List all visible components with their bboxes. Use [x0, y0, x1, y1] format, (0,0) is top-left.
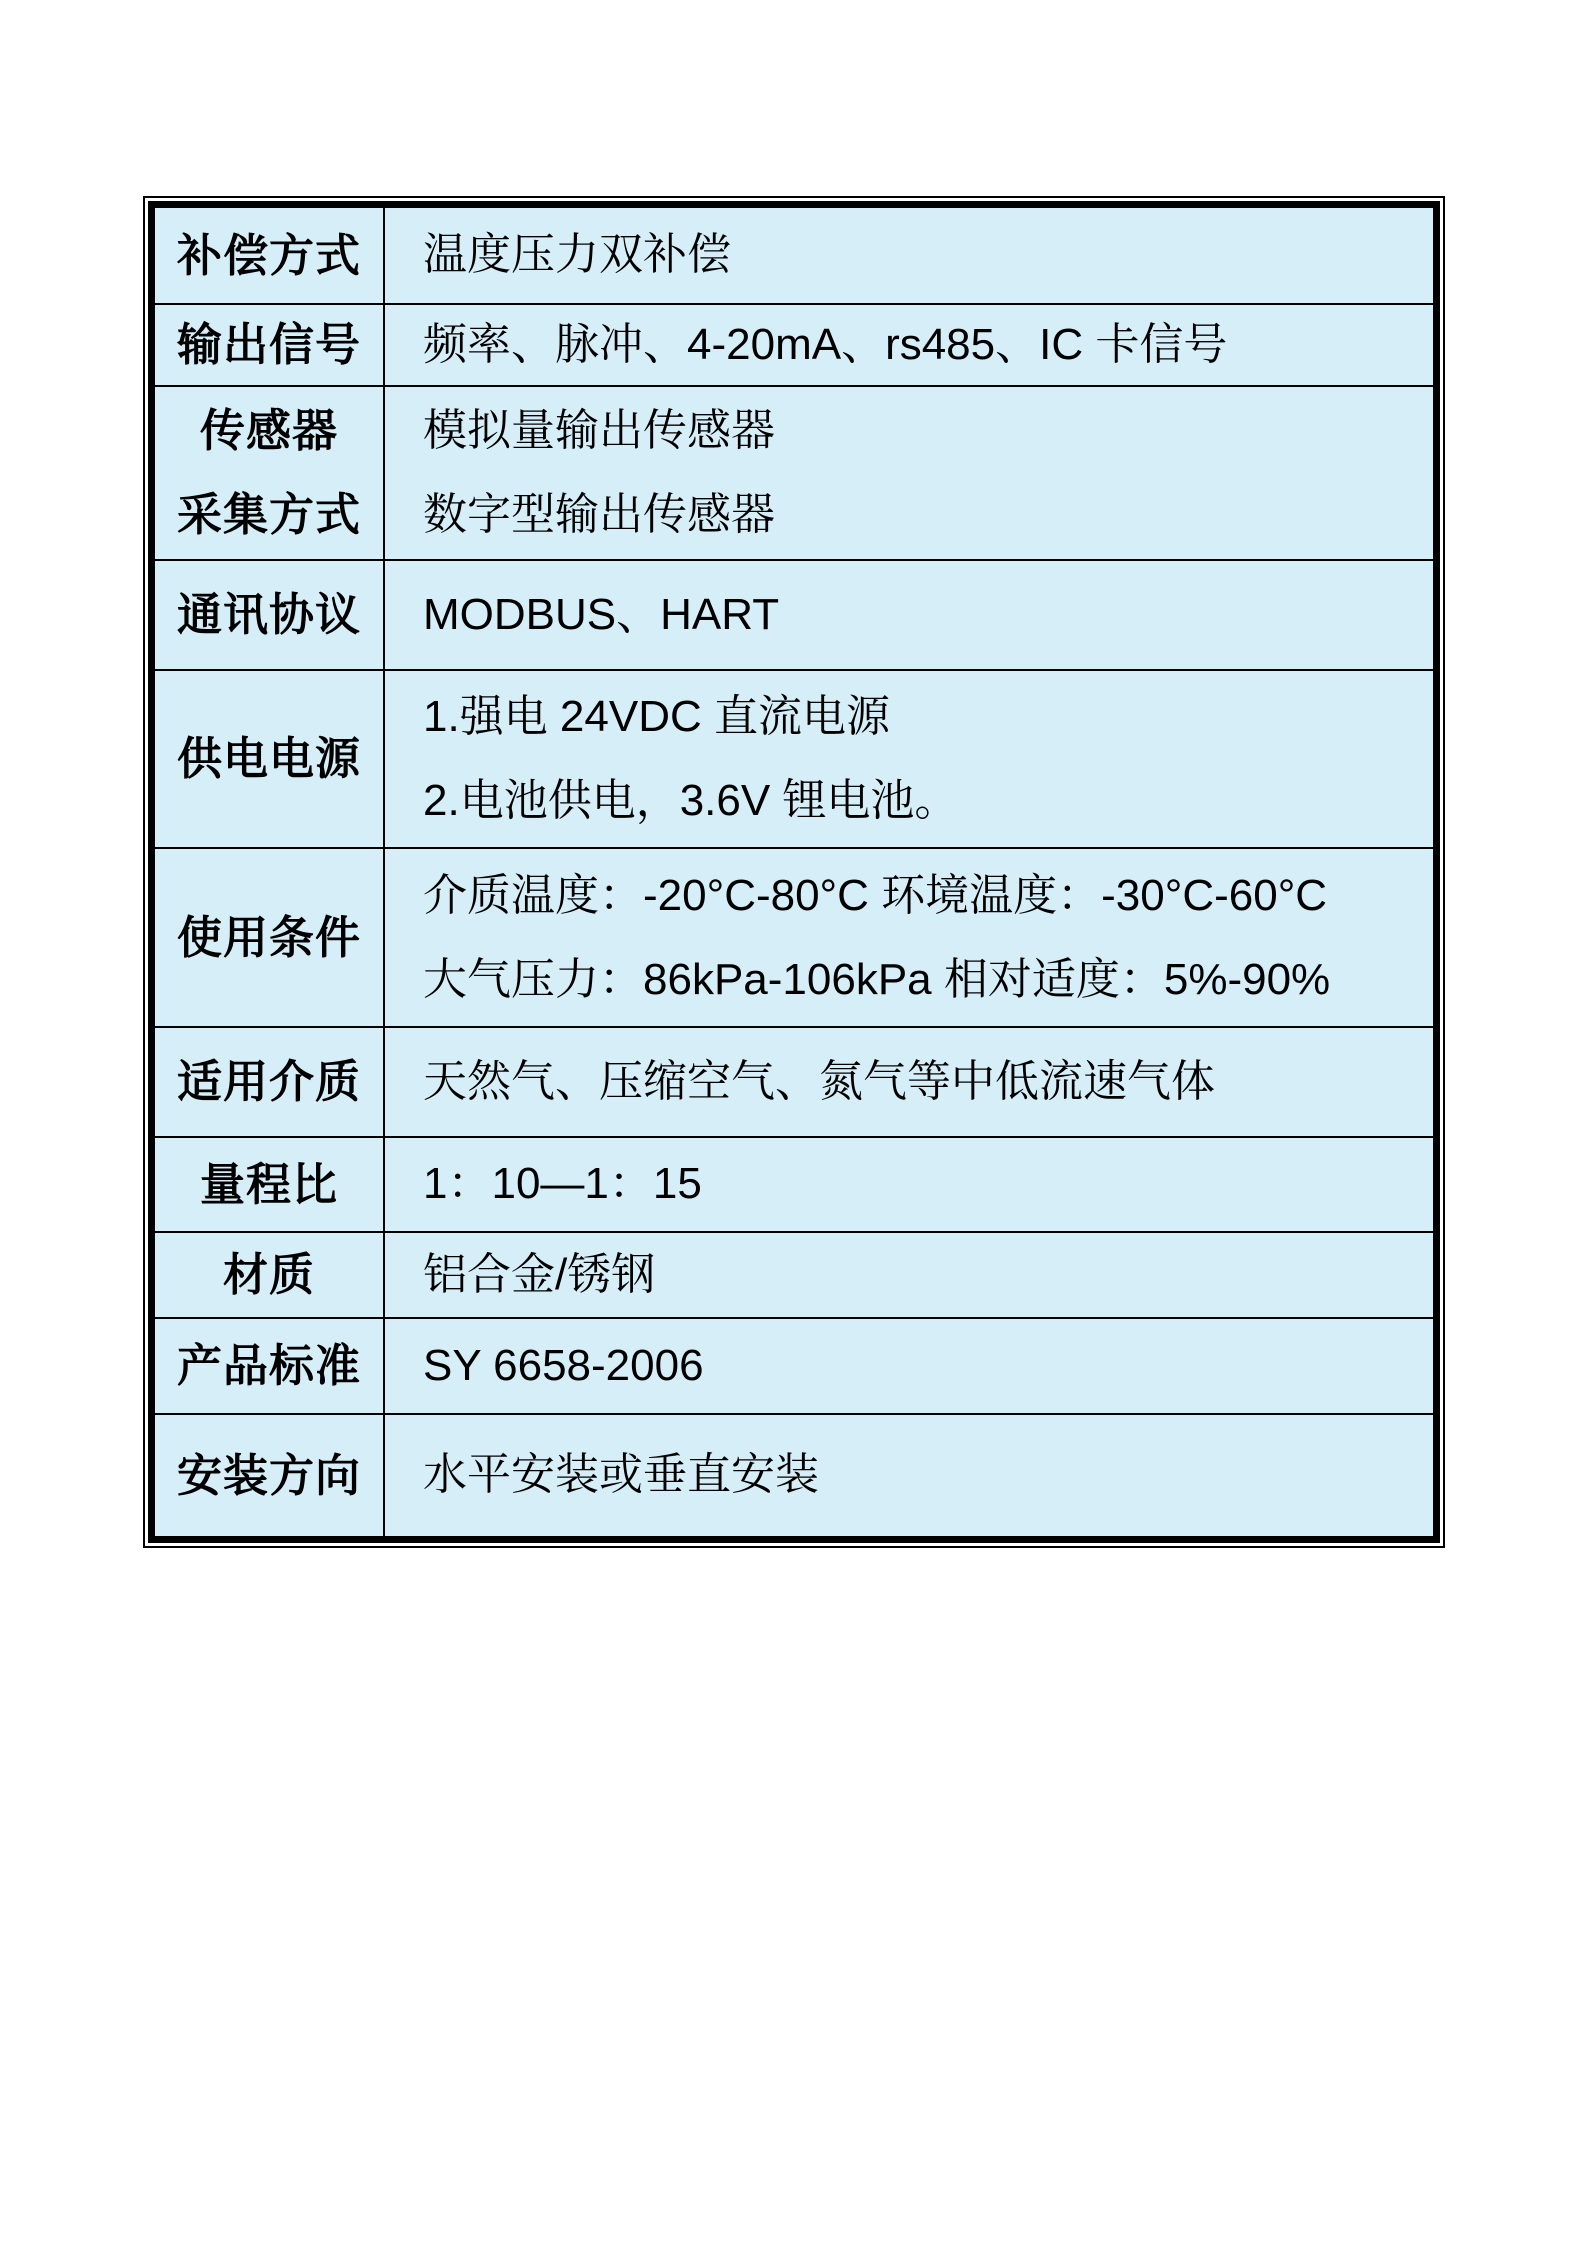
- value-text: MODBUS、HART: [423, 589, 780, 639]
- table-row-material: [155, 1231, 1433, 1317]
- value-text: 频率、脉冲、4-20mA、rs485、IC 卡信号: [423, 319, 1228, 369]
- label-text: 通讯协议: [176, 589, 361, 641]
- value-text: 模拟量输出传感器: [423, 406, 775, 455]
- label-text: 采集方式: [176, 489, 361, 540]
- table-row-sensor-acquisition: [155, 385, 1433, 559]
- table-row-power-supply: [155, 669, 1433, 847]
- value-text: 1.强电 24VDC 直流电源: [423, 692, 890, 741]
- row-label: [155, 208, 385, 303]
- row-label: [155, 1319, 385, 1413]
- table-row-output-signal: [155, 303, 1433, 385]
- row-value: [385, 1233, 1433, 1317]
- value-text: 数字型输出传感器: [423, 490, 775, 539]
- value-text: 2.电池供电，3.6V 锂电池。: [423, 776, 959, 825]
- table-row-installation-direction: [155, 1413, 1433, 1536]
- value-text: 铝合金/锈钢: [423, 1249, 656, 1299]
- row-value: [385, 1028, 1433, 1136]
- label-text: 材质: [222, 1249, 315, 1301]
- value-text: 1：10—1：15: [423, 1159, 702, 1209]
- label-text: 供电电源: [176, 733, 361, 785]
- row-value: [385, 1415, 1433, 1536]
- row-value: [385, 671, 1433, 847]
- row-value: [385, 1138, 1433, 1231]
- value-text: 大气压力：86kPa-106kPa 相对适度：5%-90%: [423, 954, 1331, 1004]
- table-row-compensation-method: [155, 208, 1433, 303]
- row-value: [385, 561, 1433, 669]
- row-label: [155, 1028, 385, 1136]
- row-label: [155, 849, 385, 1026]
- value-text: 天然气、压缩空气、氮气等中低流速气体: [423, 1056, 1215, 1106]
- label-text: 产品标准: [176, 1340, 361, 1392]
- value-text: SY 6658-2006: [423, 1340, 704, 1390]
- value-text: 水平安装或垂直安装: [423, 1450, 819, 1500]
- value-text: 介质温度：-20°C-80°C 环境温度：-30°C-60°C: [423, 870, 1328, 920]
- table-row-product-standard: [155, 1317, 1433, 1413]
- label-text: 使用条件: [176, 911, 361, 963]
- label-text: 传感器: [199, 405, 338, 456]
- row-label: [155, 1138, 385, 1231]
- row-value: [385, 305, 1433, 385]
- table-row-applicable-media: [155, 1026, 1433, 1136]
- row-value: [385, 208, 1433, 303]
- spec-table-frame: [143, 196, 1445, 1548]
- row-label: [155, 1233, 385, 1317]
- label-text: 补偿方式: [176, 229, 361, 281]
- row-label: [155, 305, 385, 385]
- row-label: [155, 671, 385, 847]
- label-text: 输出信号: [176, 319, 361, 371]
- row-value: [385, 387, 1433, 559]
- table-row-operating-conditions: [155, 847, 1433, 1026]
- label-text: 量程比: [199, 1158, 338, 1210]
- row-label: [155, 561, 385, 669]
- row-value: [385, 849, 1433, 1026]
- label-text: 安装方向: [176, 1449, 361, 1501]
- table-row-communication-protocol: [155, 559, 1433, 669]
- row-value: [385, 1319, 1433, 1413]
- value-text: 温度压力双补偿: [423, 230, 731, 280]
- row-label: [155, 387, 385, 559]
- label-text: 适用介质: [176, 1056, 361, 1108]
- spec-table: [148, 201, 1440, 1543]
- row-label: [155, 1415, 385, 1536]
- table-row-turndown-ratio: [155, 1136, 1433, 1231]
